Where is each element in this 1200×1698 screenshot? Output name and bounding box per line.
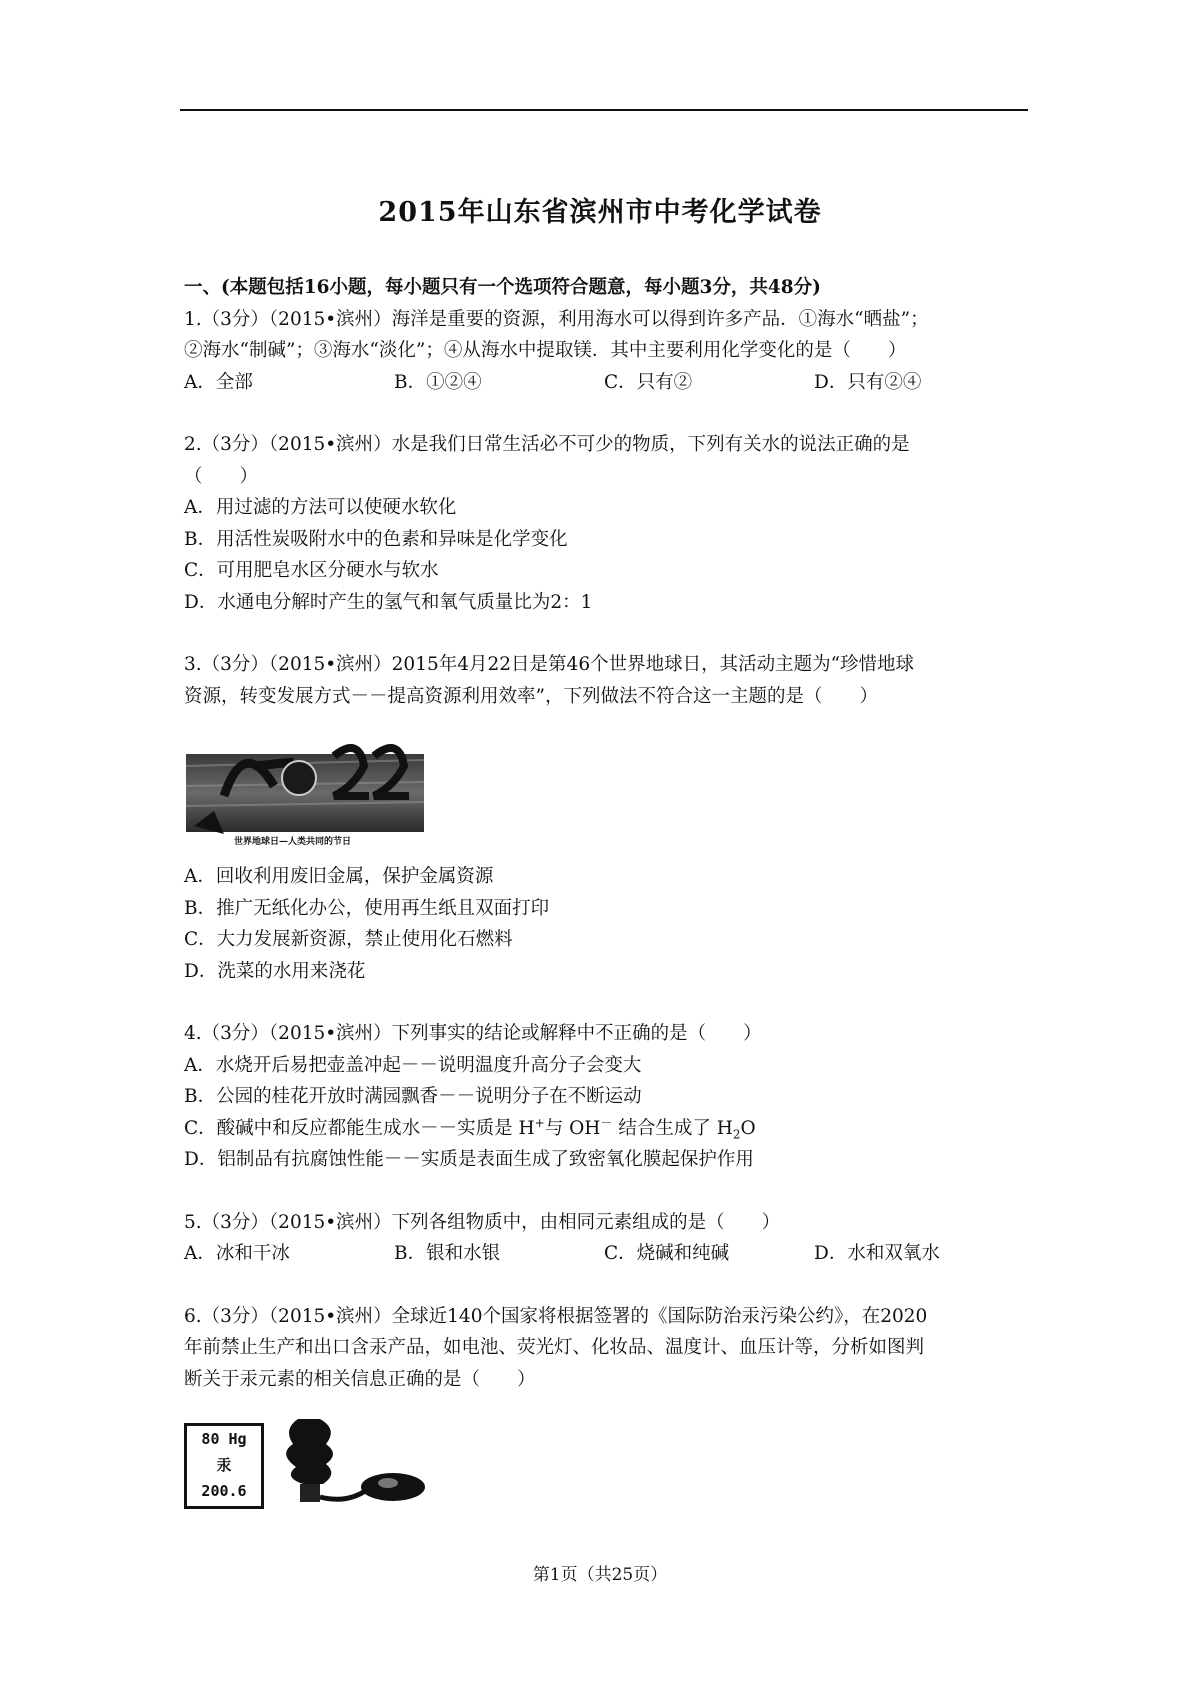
element-card	[184, 1423, 264, 1509]
options-row	[184, 367, 1032, 399]
option-d[interactable]: D．水通电分解时产生的氢气和氧气质量比为2：1	[184, 591, 593, 613]
question-1	[184, 304, 1032, 399]
mercury-products-photo	[278, 1409, 428, 1509]
option-a[interactable]: A．回收利用废旧金属，保护金属资源	[184, 866, 494, 887]
option-b[interactable]: B．公园的桂花开放时满园飘香－－说明分子在不断运动	[184, 1086, 642, 1107]
question-6	[184, 1301, 1032, 1510]
option-a[interactable]: A．冰和干冰	[184, 1243, 290, 1264]
option-d[interactable]: D．只有②④	[814, 371, 922, 393]
option-c[interactable]: C．酸碱中和反应都能生成水－－实质是 H+与 OH－ 结合生成了 $H_2O$	[184, 1115, 756, 1142]
earth-day-caption: 世界地球日—人类共同的节日	[234, 837, 352, 847]
option-d[interactable]: D．水和双氧水	[814, 1243, 940, 1264]
option-a[interactable]: A．水烧开后易把壶盖冲起－－说明温度升高分子会变大	[184, 1054, 642, 1076]
option-b[interactable]: B．银和水银	[394, 1243, 501, 1264]
option-d[interactable]: D．洗菜的水用来浇花	[184, 960, 366, 982]
question-text: 1.（3分）（2015•滨州）海洋是重要的资源，利用海水可以得到许多产品．①海水“晒盐”；	[184, 308, 929, 330]
section-heading: 一、(本题包括16小题，每小题只有一个选项符合题意，每小题3分，共48分)	[184, 277, 821, 298]
option-c[interactable]: C．可用肥皂水区分硬水与软水	[184, 560, 439, 581]
question-4	[184, 1018, 1032, 1176]
question-text: 6.（3分）（2015•滨州）全球近140个国家将根据签署的《国际防治汞污染公约》，在2020	[184, 1305, 928, 1327]
option-a[interactable]: A．全部	[184, 371, 253, 393]
option-b[interactable]: B．推广无纸化办公，使用再生纸且双面打印	[184, 897, 550, 919]
option-a[interactable]: A．用过滤的方法可以使硬水软化	[184, 497, 457, 518]
question-text: 2.（3分）（2015•滨州）水是我们日常生活必不可少的物质，下列有关水的说法正确的是	[184, 434, 910, 455]
earth-day-photo	[184, 726, 426, 850]
options-row	[184, 1238, 1032, 1270]
question-text: 5.（3分）（2015•滨州）下列各组物质中，由相同元素组成的是（ ）	[184, 1211, 781, 1233]
element-number-symbol: 80 Hg	[201, 1430, 247, 1448]
question-2	[184, 429, 1032, 618]
page-title: 2015年山东省滨州市中考化学试卷	[378, 197, 822, 228]
question-text: ②海水“制碱”；③海水“淡化”；④从海水中提取镁．其中主要利用化学变化的是（ ）	[184, 340, 907, 361]
page-footer: 第1页（共25页）	[532, 1565, 668, 1585]
element-name: 汞	[216, 1456, 232, 1474]
option-c[interactable]: C．烧碱和纯碱	[604, 1243, 730, 1264]
option-c[interactable]: C．大力发展新资源，禁止使用化石燃料	[184, 929, 513, 950]
option-c[interactable]: C．只有②	[604, 371, 693, 393]
question-text: 3.（3分）（2015•滨州）2015年4月22日是第46个世界地球日，其活动主题为“珍惜地球	[184, 654, 915, 675]
question-text: 4.（3分）（2015•滨州）下列事实的结论或解释中不正确的是（ ）	[184, 1023, 762, 1044]
question-3	[184, 649, 1032, 987]
option-b[interactable]: B．用活性炭吸附水中的色素和异味是化学变化	[184, 528, 568, 550]
option-d[interactable]: D．铝制品有抗腐蚀性能－－实质是表面生成了致密氧化膜起保护作用	[184, 1149, 754, 1170]
question-text: 年前禁止生产和出口含汞产品，如电池、荧光灯、化妆品、温度计、血压计等，分析如图判	[184, 1337, 925, 1358]
question-text: 断关于汞元素的相关信息正确的是（ ）	[184, 1368, 536, 1390]
header-rule	[180, 109, 1028, 111]
question-5	[184, 1207, 1032, 1270]
question-text: （ ）	[184, 465, 259, 487]
mercury-figure	[184, 1409, 1032, 1509]
element-mass: 200.6	[201, 1482, 247, 1500]
option-b[interactable]: B．①②④	[394, 371, 482, 393]
exam-content	[184, 272, 1032, 1509]
question-text: 资源，转变发展方式－－提高资源利用效率”，下列做法不符合这一主题的是（ ）	[184, 685, 878, 707]
